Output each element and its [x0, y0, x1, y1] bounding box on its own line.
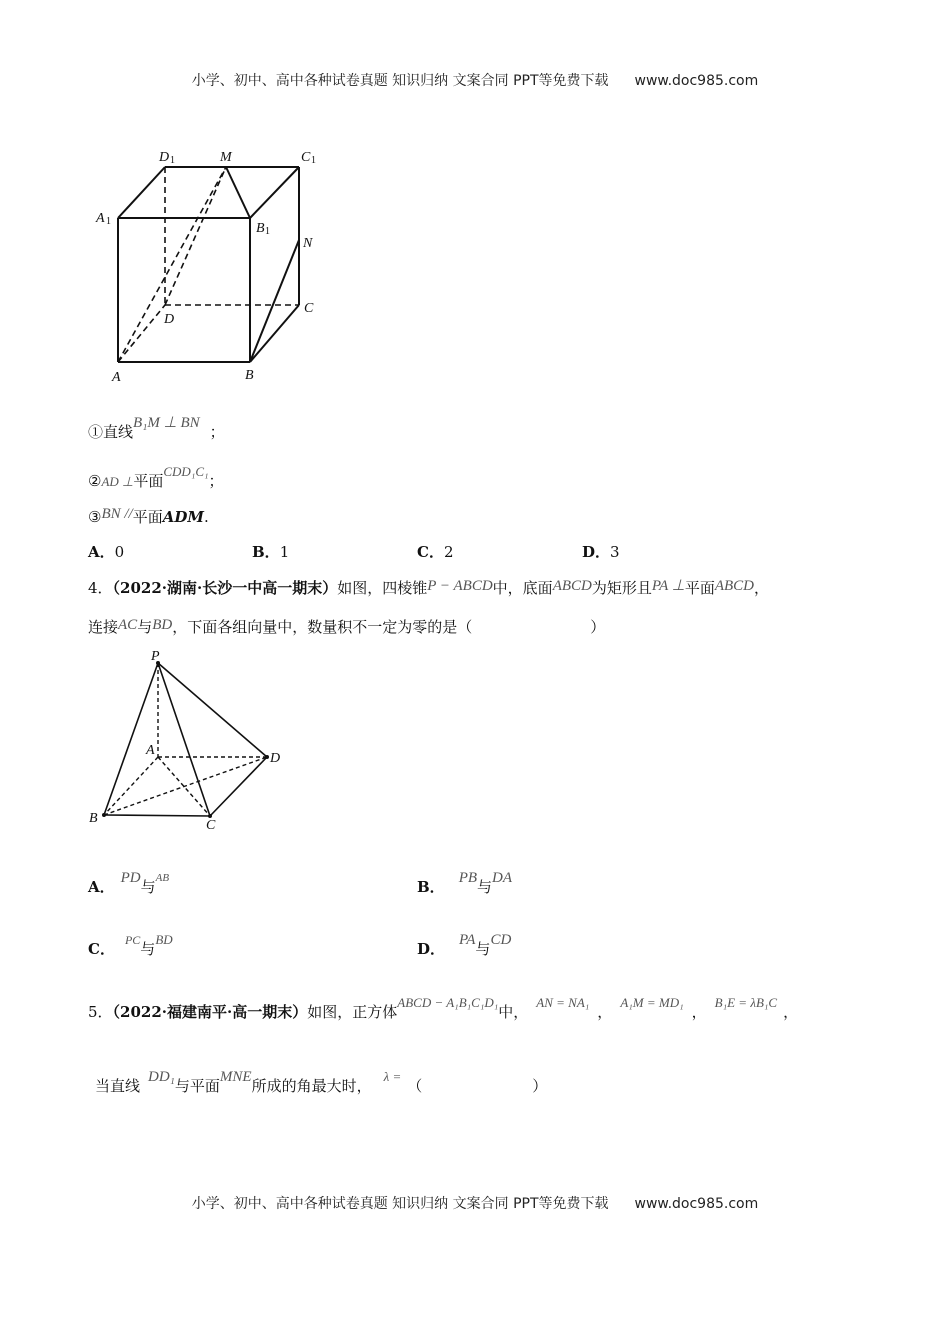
statement-3 — [88, 506, 209, 527]
q4-line2-text-1: 连接 — [88, 618, 119, 636]
statement-3-suffix: . — [203, 508, 209, 526]
q5-text-1: 如图，正方体 — [307, 1003, 398, 1021]
q4-option-a-vector-1: PD — [120, 870, 141, 886]
q5-line2-text-1: 当直线 — [95, 1077, 141, 1095]
q5-line2-text-5: ） — [532, 1077, 548, 1095]
edge-A1-D1 — [118, 167, 165, 218]
q3-option-d-letter: D． — [582, 543, 611, 561]
q4-number: 4． — [88, 579, 113, 597]
statement-2 — [88, 464, 224, 491]
q3-option-c-text: 2 — [443, 543, 454, 561]
q4-text-5: ， — [754, 579, 770, 597]
q5-line2-math-1: DD₁ — [148, 1069, 175, 1085]
edge-C-D — [210, 757, 267, 816]
label-D: D — [270, 751, 281, 766]
q5-text-2: 中， — [498, 1003, 529, 1021]
point-D — [265, 755, 269, 759]
label-B: B — [89, 811, 98, 826]
label-N: N — [303, 236, 313, 251]
edge-A-D-hidden — [118, 305, 165, 362]
q4-line2-math-1: AC — [118, 617, 138, 633]
q3-option-a[interactable] — [88, 541, 124, 562]
label-P: P — [151, 649, 160, 664]
label-A1-letter: A — [96, 211, 105, 226]
label-C1-letter: C — [301, 150, 311, 165]
q4-math-1: P − ABCD — [427, 578, 493, 594]
statement-1-suffix: ； — [209, 423, 225, 441]
q4-option-c-vector-2: BD — [155, 932, 173, 947]
q3-option-a-text: 0 — [114, 543, 125, 561]
q5-math-1: ABCD − A₁B₁C₁D₁ — [397, 995, 499, 1010]
q3-option-c[interactable] — [417, 541, 454, 562]
statement-2-math-1: AD ⊥ — [101, 474, 134, 489]
q4-text-3: 为矩形且 — [591, 579, 652, 597]
label-D1-sub: 1 — [170, 155, 175, 166]
q4-line2-text-4: ） — [590, 618, 606, 636]
q4-option-d-mid: 与 — [475, 940, 491, 958]
edge-B-C — [104, 815, 210, 816]
label-A1-sub: 1 — [106, 216, 111, 227]
q4-option-b[interactable] — [417, 870, 513, 897]
statement-1 — [88, 415, 225, 442]
q5-sep-2: ， — [691, 1003, 707, 1021]
statement-2-suffix: ； — [208, 472, 224, 490]
q4-option-b-vector-1: PB — [458, 870, 478, 886]
q3-option-d[interactable] — [582, 541, 620, 562]
point-B — [102, 813, 106, 817]
edge-A-B-hidden — [104, 757, 158, 815]
q5-line2-math-3: λ = — [383, 1069, 402, 1084]
q3-option-b-letter: B． — [252, 543, 280, 561]
footer-text: 小学、初中、高中各种试卷真题 知识归纳 文案合同 PPT等免费下载 — [191, 1196, 609, 1212]
q3-option-b-text: 1 — [279, 543, 290, 561]
q3-option-a-letter: A． — [88, 543, 115, 561]
q4-option-a-mid: 与 — [140, 878, 156, 896]
label-C1-sub: 1 — [311, 155, 316, 166]
label-A: A — [146, 743, 155, 758]
edge-B-C — [250, 305, 299, 362]
q5-math-4: B₁E = λB₁C — [714, 995, 778, 1010]
q4-text-2: 中，底面 — [492, 579, 553, 597]
segment-D-M-hidden — [165, 167, 226, 305]
segment-A-M-hidden — [118, 167, 226, 362]
statement-2-math-2: CDD₁C₁ — [163, 464, 209, 479]
label-B: B — [245, 368, 254, 383]
label-A: A — [112, 370, 121, 385]
q5-math-2: AN = NA₁ — [536, 995, 590, 1010]
header-url[interactable]: www.doc985.com — [634, 73, 759, 89]
pyramid-figure — [85, 648, 295, 833]
label-C: C — [304, 301, 314, 316]
q3-option-d-text: 3 — [610, 543, 620, 561]
q4-option-d[interactable] — [417, 932, 512, 959]
q3-option-c-letter: C． — [417, 543, 444, 561]
q4-option-c[interactable] — [88, 932, 173, 959]
q4-option-d-vector-1: PA — [459, 932, 476, 948]
segment-M-B1 — [226, 167, 250, 218]
q4-option-a-letter: A． — [88, 878, 115, 896]
q4-option-c-mid: 与 — [140, 940, 156, 958]
q5-number: 5． — [88, 1003, 113, 1021]
q5-line2-text-3: 所成的角最大时， — [251, 1077, 372, 1095]
q3-option-b[interactable] — [252, 541, 289, 562]
q4-line2-text-2: 与 — [137, 618, 153, 636]
segment-B-N — [250, 240, 299, 362]
q4-line-2 — [88, 616, 605, 637]
statement-3-prefix: ③ — [88, 508, 102, 526]
page-header — [0, 70, 950, 90]
q4-line2-text-3: ，下面各组向量中，数量积不一定为零的是（ — [172, 618, 473, 636]
q5-line-2 — [95, 1069, 548, 1096]
q4-math-4: ABCD — [714, 578, 754, 594]
q5-line2-text-2: 与平面 — [174, 1077, 220, 1095]
statement-3-bold: ADM — [162, 508, 204, 526]
q4-option-b-vector-2: DA — [492, 870, 513, 886]
q5-source: （2022·福建南平·高一期末） — [112, 1003, 308, 1021]
q5-line-1 — [88, 995, 799, 1022]
q4-line2-math-2: BD — [152, 617, 173, 633]
statement-2-mid: 平面 — [133, 472, 164, 490]
q5-sep-1: ， — [597, 1003, 613, 1021]
q5-line2-text-4: （ — [407, 1077, 423, 1095]
label-D: D — [164, 312, 175, 327]
q4-math-3: PA ⊥ — [651, 578, 685, 594]
label-B1-sub: 1 — [265, 226, 270, 237]
header-text: 小学、初中、高中各种试卷真题 知识归纳 文案合同 PPT等免费下载 — [191, 73, 609, 89]
statement-1-prefix: ①直线 — [88, 423, 134, 441]
q4-option-a-vector-2: AB — [155, 872, 170, 884]
q4-text-4: 平面 — [684, 579, 715, 597]
q4-option-a[interactable] — [88, 870, 170, 897]
q4-option-b-letter: B． — [417, 878, 445, 896]
statement-1-math: B₁M ⊥ BN — [133, 415, 200, 431]
statement-3-mid: 平面 — [132, 508, 163, 526]
edge-B1-C1 — [250, 167, 299, 218]
q4-line-1 — [88, 577, 769, 598]
q4-math-2: ABCD — [552, 578, 592, 594]
q4-option-b-mid: 与 — [477, 878, 493, 896]
q5-line2-math-2: MNE — [219, 1069, 252, 1085]
label-B1-letter: B — [256, 221, 265, 236]
statement-3-math: BN // — [101, 506, 133, 522]
q4-option-c-letter: C． — [88, 940, 115, 958]
edge-P-B — [104, 663, 158, 815]
q4-source: （2022·湖南·长沙一中高一期末） — [112, 579, 338, 597]
label-M: M — [220, 150, 232, 165]
q4-option-d-vector-2: CD — [490, 932, 512, 948]
label-D1-letter: D — [159, 150, 170, 165]
footer-url[interactable]: www.doc985.com — [634, 1196, 759, 1212]
q4-option-c-vector-1: PC — [124, 933, 141, 947]
q5-math-3: A₁M = MD₁ — [620, 995, 684, 1010]
page-footer — [0, 1193, 950, 1213]
diagonal-B-D-hidden — [104, 757, 267, 815]
statement-2-prefix: ② — [88, 472, 102, 490]
q5-sep-3: ， — [783, 1003, 799, 1021]
cube-figure — [90, 140, 340, 385]
q4-text-1: 如图，四棱锥 — [337, 579, 428, 597]
label-C: C — [206, 818, 216, 833]
q4-option-d-letter: D． — [417, 940, 446, 958]
